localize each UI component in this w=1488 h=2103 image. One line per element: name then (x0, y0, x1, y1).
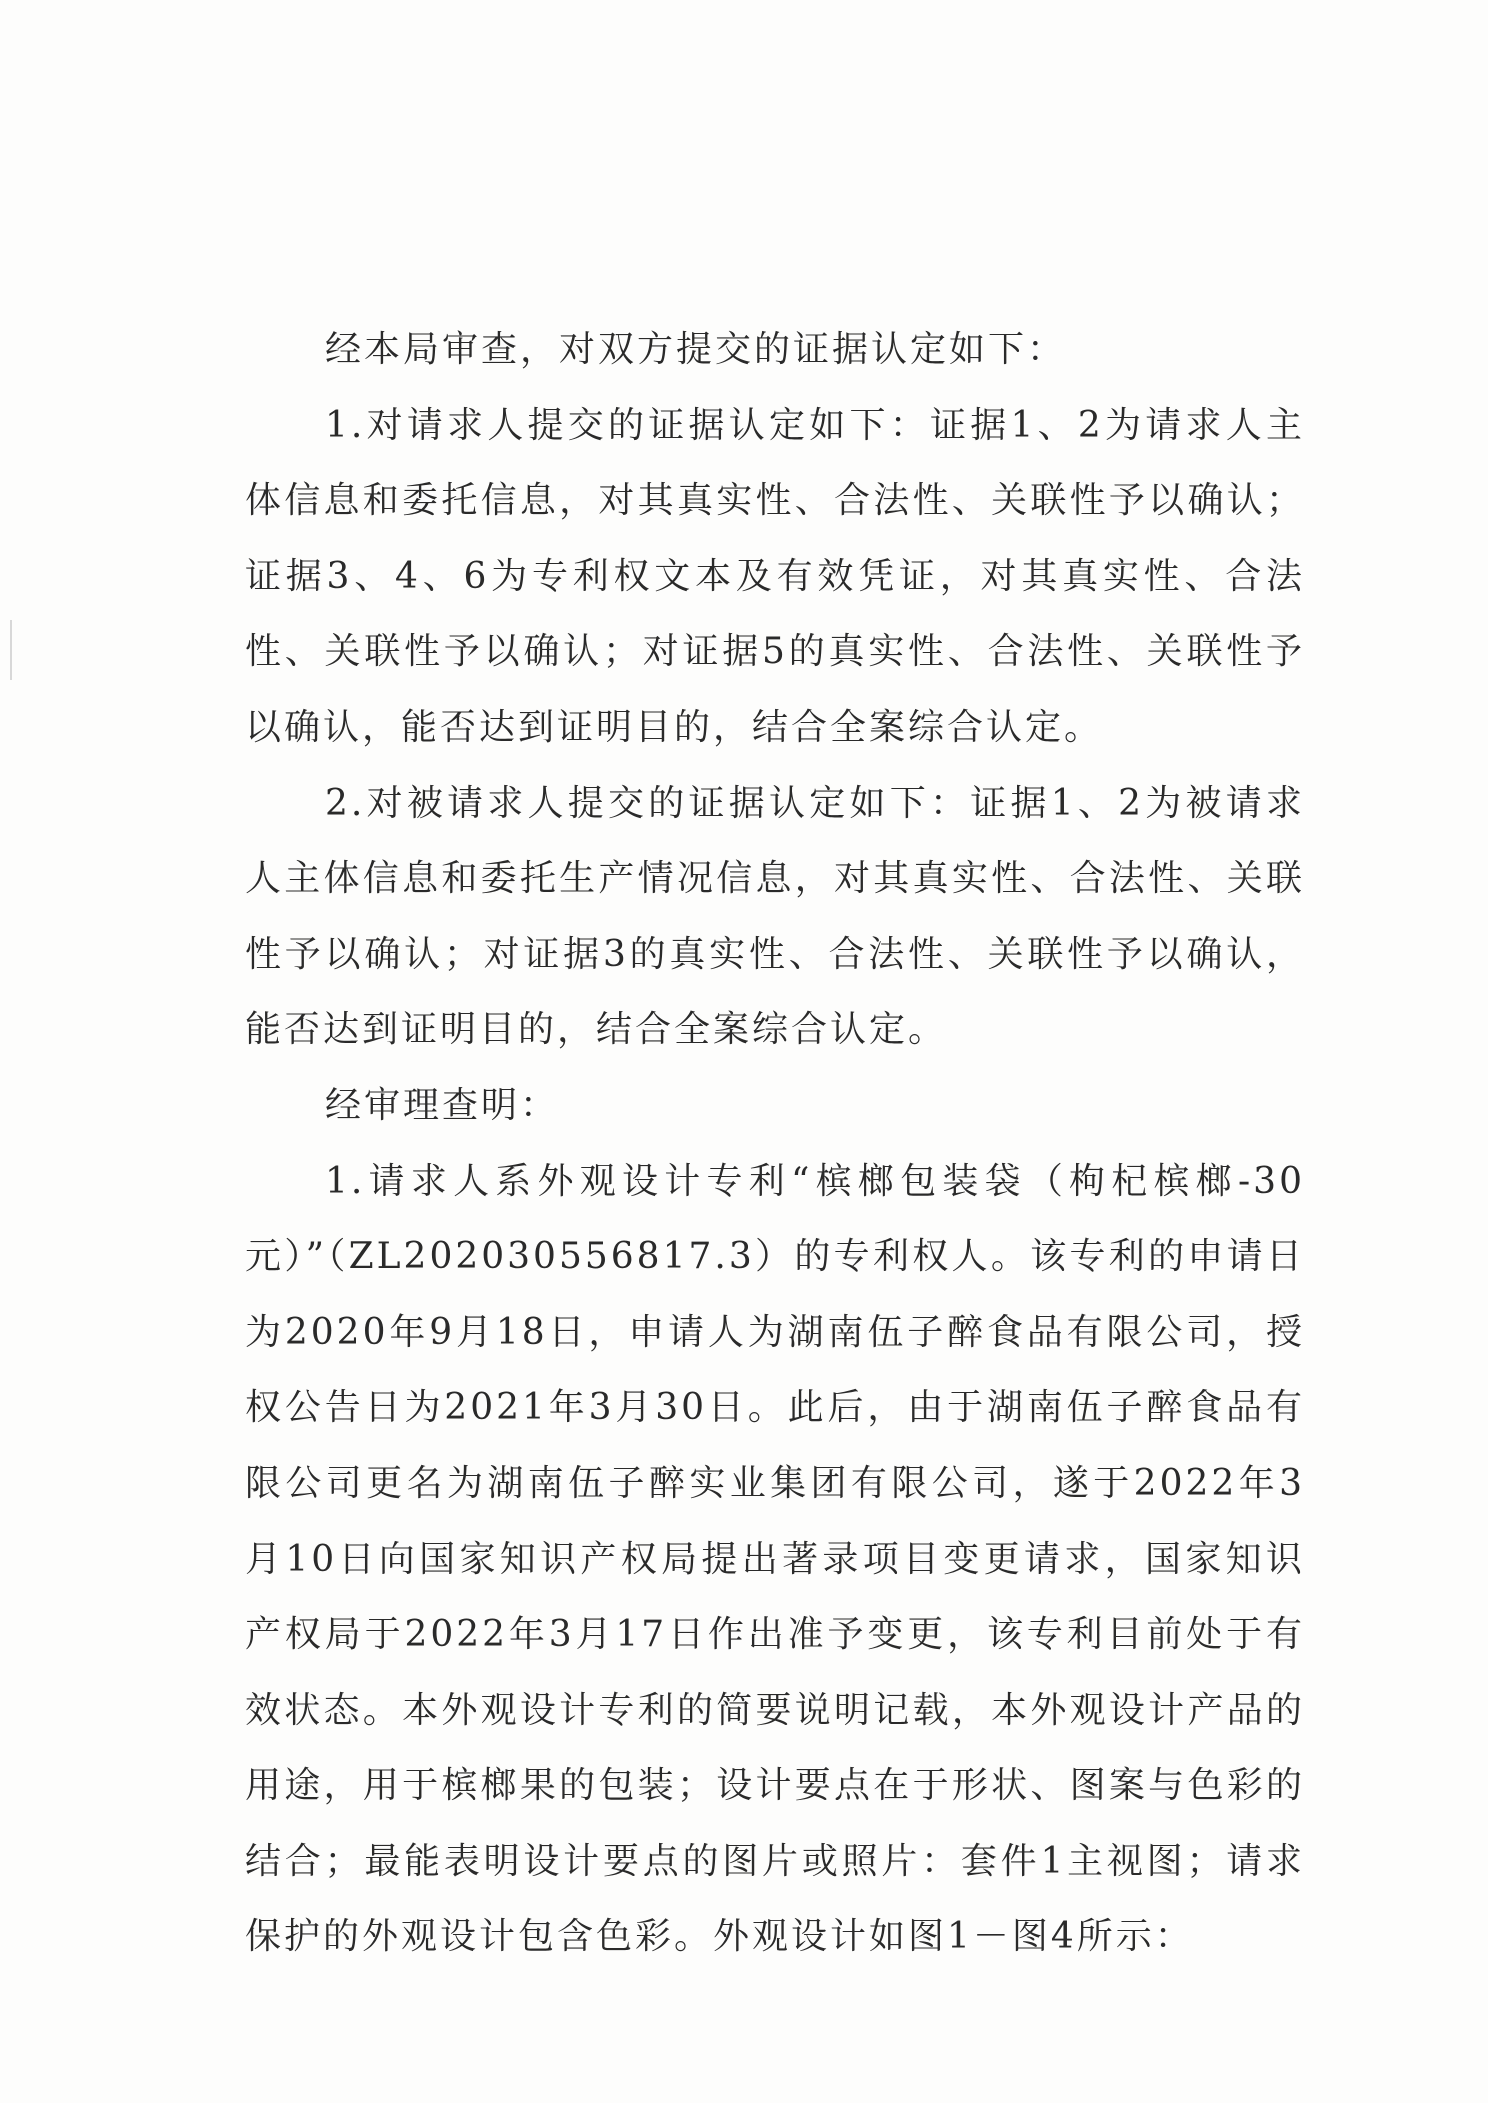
paragraph-requester-evidence: 1.对请求人提交的证据认定如下：证据1、2为请求人主体信息和委托信息，对其真实性、合法性、关联性予以确认；证据3、4、6为专利权文本及有效凭证，对其真实性、合法性、关联性予以确认；对证据5的真实性、合法性、关联性予以确认，能否达到证明目的，结合全案综合认定。 (245, 404, 1305, 748)
paragraph-patent-finding: 1.请求人系外观设计专利“槟榔包装袋（枸杞槟榔-30元）”（ZL202030556817.3）的专利权人。该专利的申请日为2020年9月18日，申请人为湖南伍子醉食品有限公司，授权公告日为2021年3月30日。此后，由于湖南伍子醉食品有限公司更名为湖南伍子醉实业集团有限公司，遂于2022年3月10日向国家知识产权局提出著录项目变更请求，国家知识产权局于2022年3月17日作出准予变更，该专利目前处于有效状态。本外观设计专利的简要说明记载，本外观设计产品的用途，用于槟榔果的包装；设计要点在于形状、图案与色彩的结合；最能表明设计要点的图片或照片：套件1主视图；请求保护的外观设计包含色彩。外观设计如图1－图4所示： (245, 1160, 1305, 1958)
paragraph-findings-heading: 经审理查明： (325, 1084, 560, 1126)
paragraph-respondent-evidence: 2.对被请求人提交的证据认定如下：证据1、2为被请求人主体信息和委托生产情况信息，对其真实性、合法性、关联性予以确认；对证据3的真实性、合法性、关联性予以确认，能否达到证明目的，结合全案综合认定。 (245, 782, 1305, 1051)
scan-edge-mark (10, 620, 12, 680)
document-body (245, 312, 1305, 1975)
paragraph-evidence-intro: 经本局审查，对双方提交的证据认定如下： (325, 329, 1067, 370)
